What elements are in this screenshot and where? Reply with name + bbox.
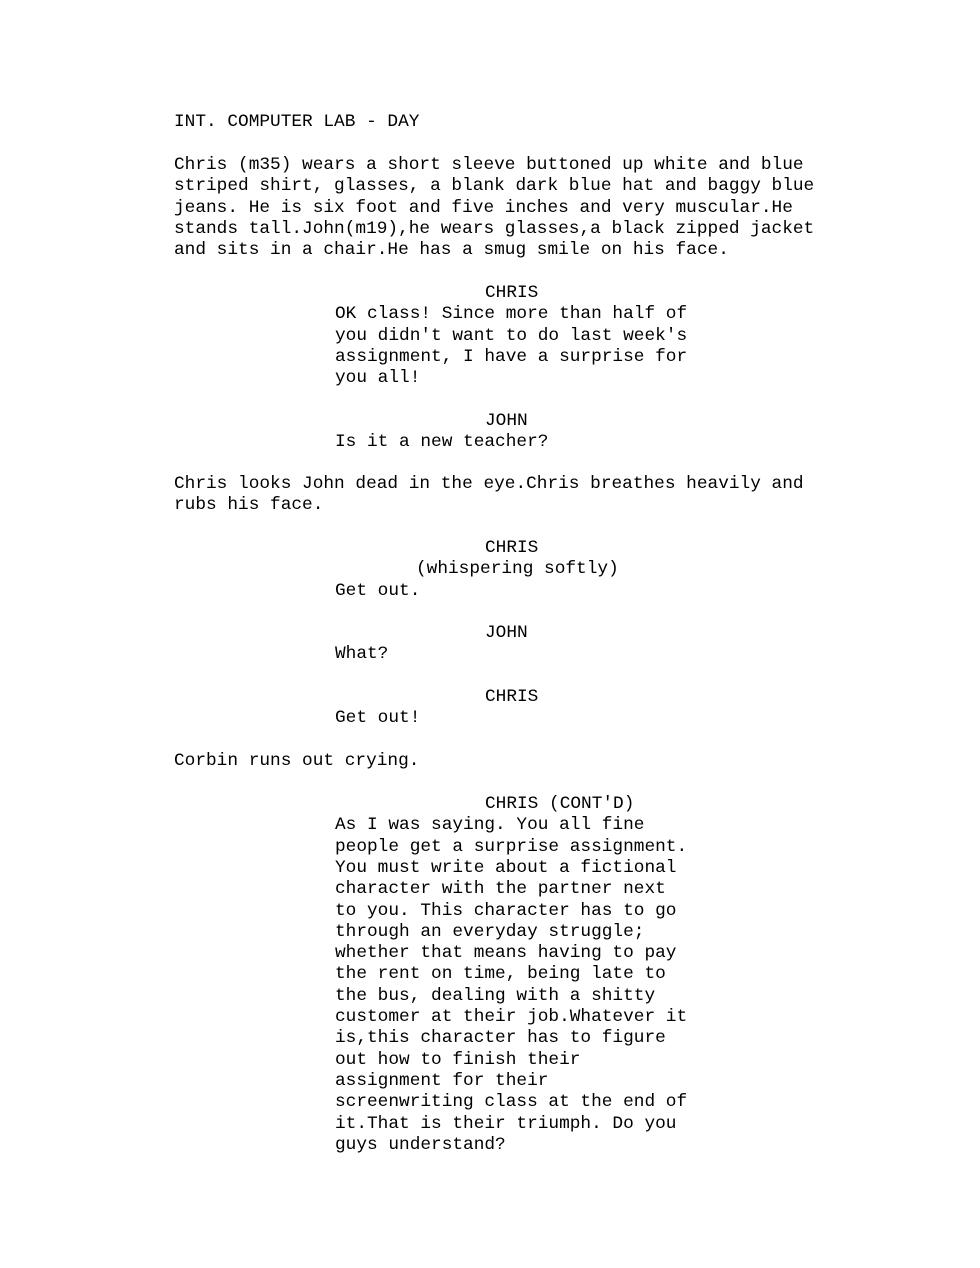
action-line: Corbin runs out crying. (174, 751, 420, 771)
character-name: CHRIS (485, 687, 539, 707)
dialogue-line: screenwriting class at the end of (335, 1092, 688, 1113)
dialogue-line: As I was saying. You all fine (335, 815, 645, 836)
scene-heading: INT. COMPUTER LAB - DAY (174, 112, 420, 132)
character-name: CHRIS (485, 283, 539, 303)
action-line: and sits in a chair.He has a smug smile on his face. (174, 240, 729, 261)
dialogue-line: the rent on time, being late to (335, 964, 666, 985)
dialogue-line: You must write about a fictional (335, 857, 677, 878)
character-name: CHRIS (485, 538, 539, 558)
action-line: Chris looks John dead in the eye.Chris breathes heavily and (174, 474, 804, 494)
dialogue-line: the bus, dealing with a shitty (335, 985, 656, 1006)
action-line: Chris (m35) wears a short sleeve buttoned up white and blue (174, 155, 804, 175)
character-name: JOHN (485, 623, 528, 643)
dialogue-line: whether that means having to pay (335, 943, 677, 964)
dialogue-line: assignment for their (335, 1070, 549, 1091)
action-line: striped shirt, glasses, a blank dark blue hat and baggy blue (174, 176, 815, 197)
dialogue-line: you didn't want to do last week's (335, 325, 688, 346)
dialogue-line: you all! (335, 368, 421, 389)
character-name: CHRIS (CONT'D) (485, 794, 635, 814)
dialogue-line: customer at their job.Whatever it (335, 1007, 688, 1027)
dialogue-line: What? (335, 644, 389, 665)
dialogue-line: through an everyday struggle; (335, 921, 645, 942)
action-line: rubs his face. (174, 495, 324, 516)
parenthetical: (whispering softly) (416, 559, 619, 580)
dialogue-line: Is it a new teacher? (335, 432, 549, 453)
dialogue-line: to you. This character has to go (335, 900, 677, 921)
dialogue-line: Get out! (335, 708, 421, 729)
dialogue-line: out how to finish their (335, 1049, 581, 1070)
dialogue-line: is,this character has to figure (335, 1028, 666, 1049)
dialogue-line: guys understand? (335, 1134, 506, 1155)
dialogue-line: Get out. (335, 580, 421, 601)
action-line: stands tall.John(m19),he wears glasses,a black zipped jacket (174, 218, 815, 239)
dialogue-line: assignment, I have a surprise for (335, 346, 688, 367)
action-line: jeans. He is six foot and five inches and very muscular.He (174, 197, 793, 218)
dialogue-line: it.That is their triumph. Do you (335, 1113, 677, 1134)
dialogue-line: people get a surprise assignment. (335, 836, 688, 857)
dialogue-line: character with the partner next (335, 879, 666, 900)
dialogue-line: OK class! Since more than half of (335, 304, 688, 325)
character-name: JOHN (485, 411, 528, 431)
